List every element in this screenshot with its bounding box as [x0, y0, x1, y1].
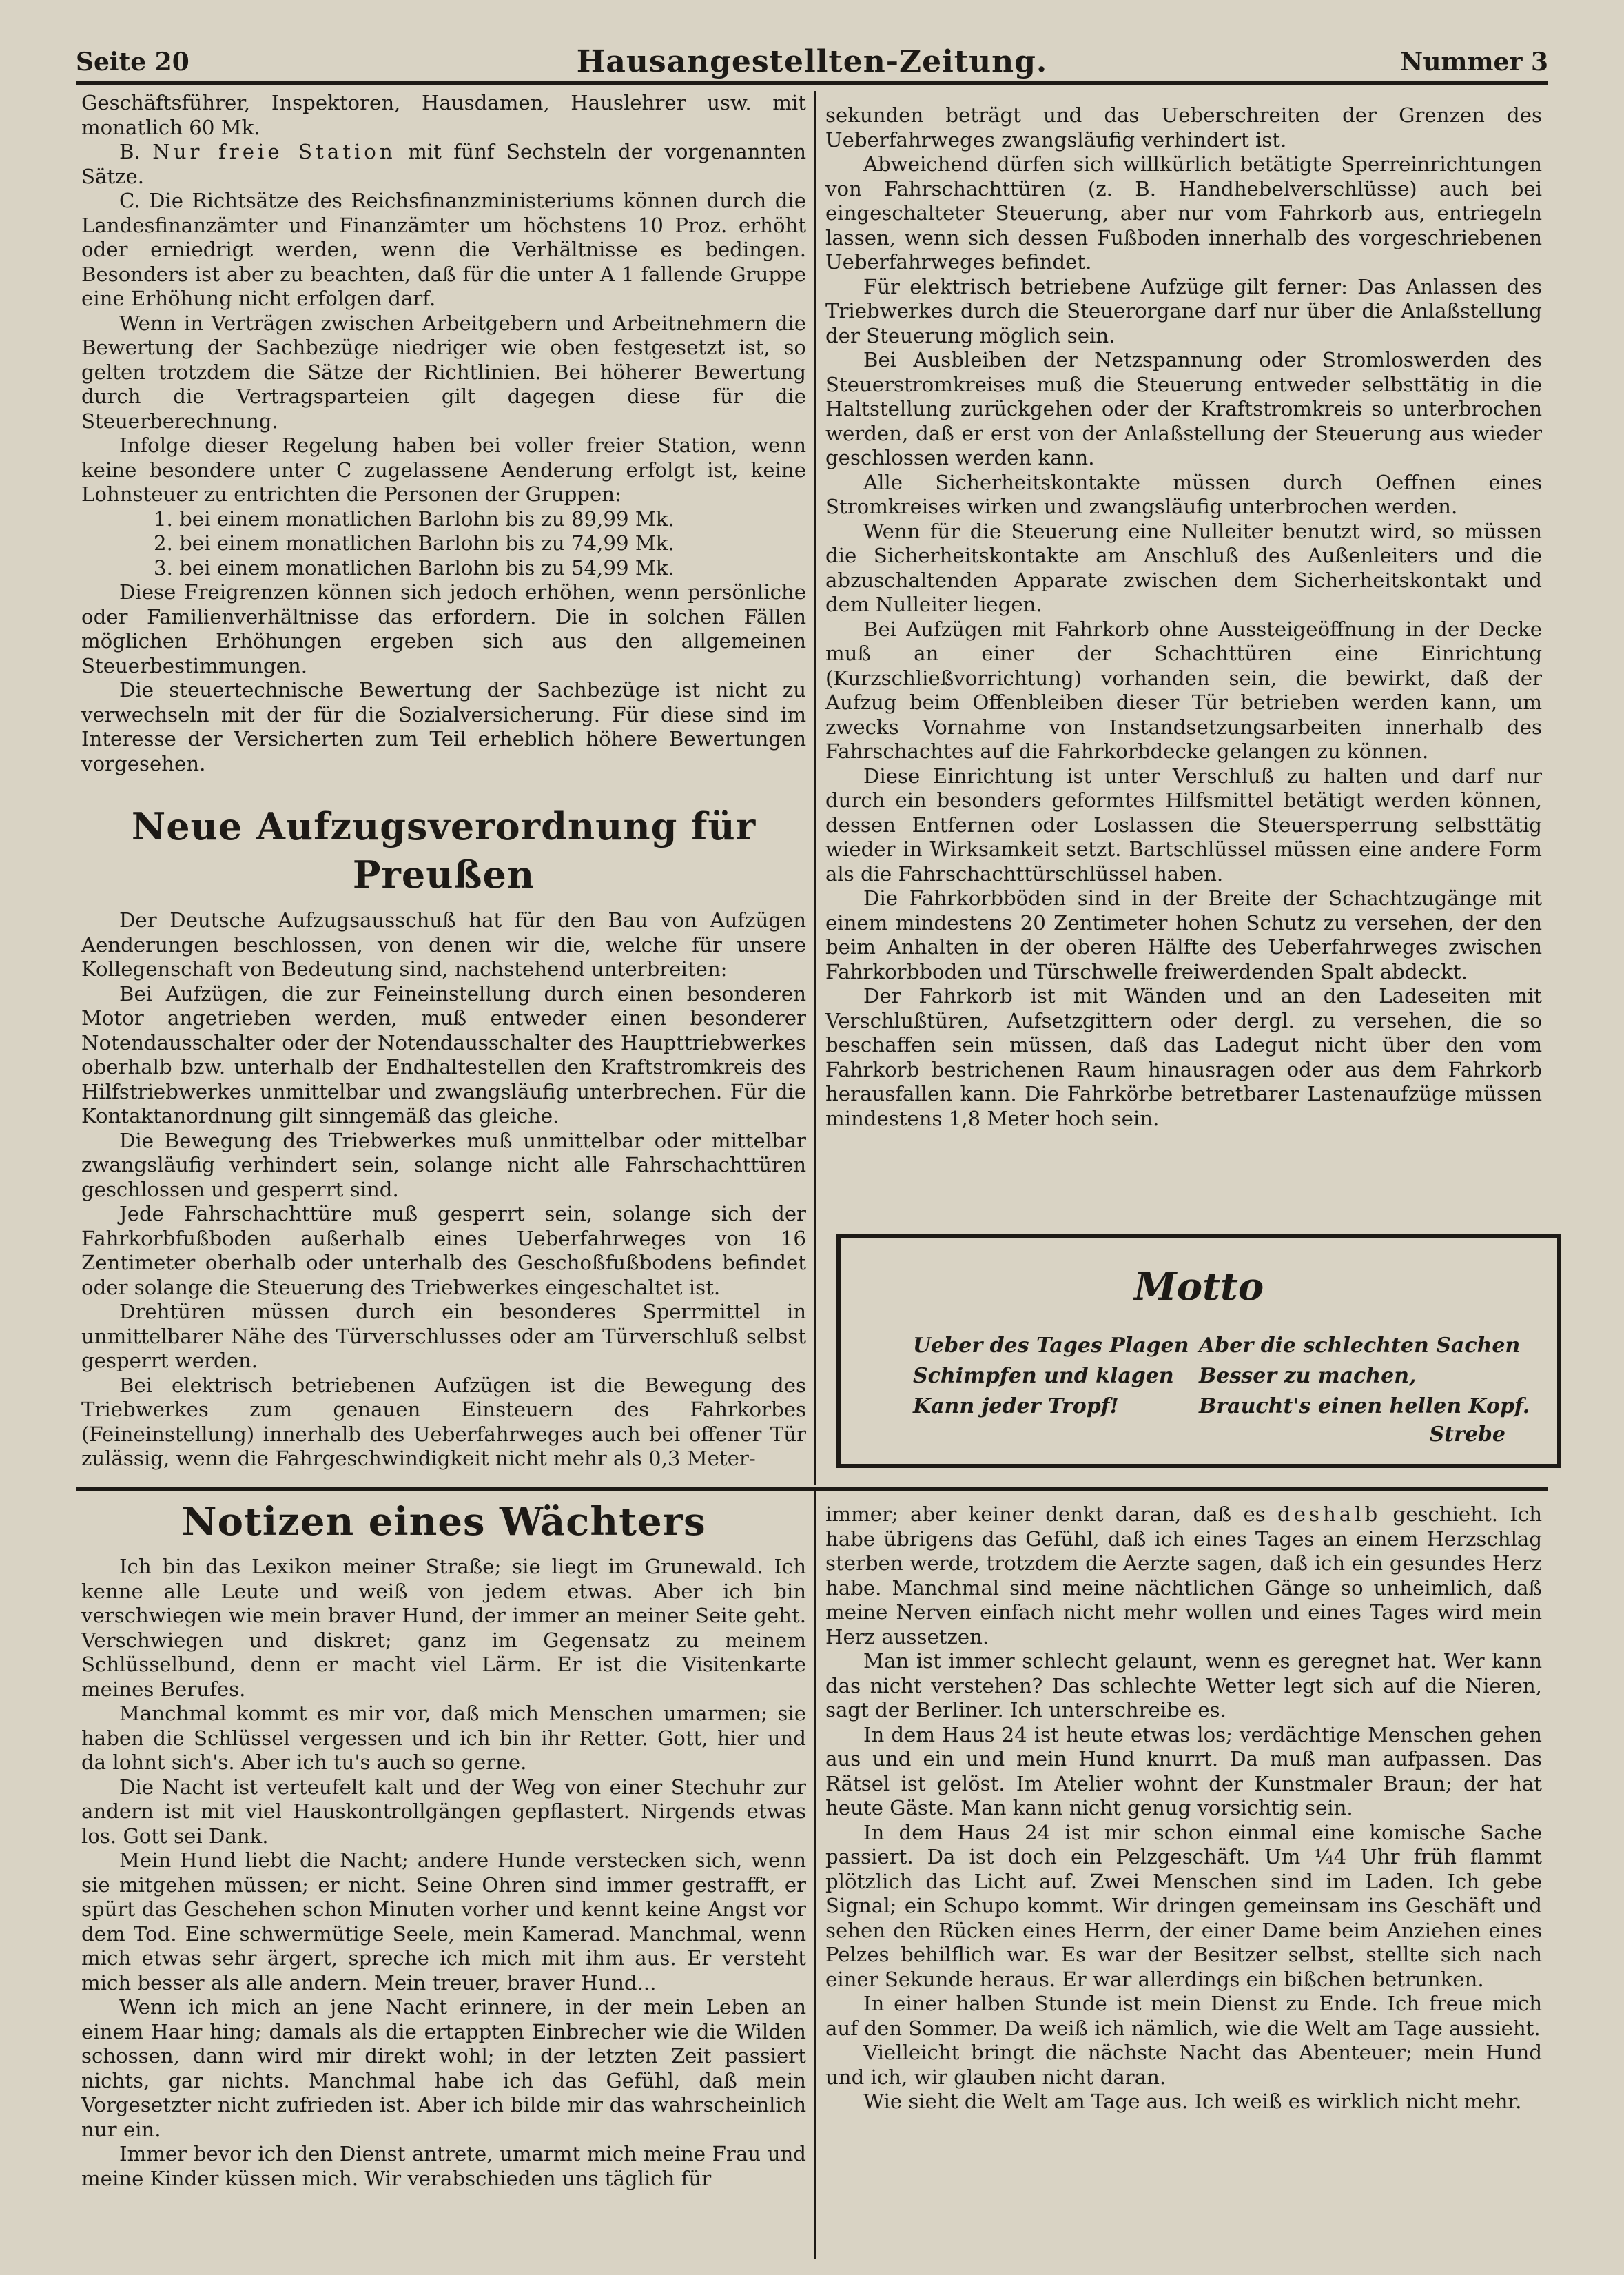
paragraph: Ich bin das Lexikon meiner Straße; sie liegt im Grunewald. Ich kenne alle Leute und weiß von jedem etwas. Aber ich bin verschwiegen wie mein braver Hund, der immer an meiner Seite geht. Verschwiegen und diskret; ganz im Gegensatz zu meinem Schlüsselbund, denn er macht viel Lärm. Er ist die Visitenkarte meines Berufes. [81, 1555, 806, 1701]
paragraph: Die Bewegung des Triebwerkes muß unmittelbar oder mittelbar zwangsläufig verhindert sein, solange nicht alle Fahrschachttüren geschlossen und gesperrt sind. [81, 1128, 806, 1201]
paragraph: In dem Haus 24 ist mir schon einmal eine komische Sache passiert. Da ist doch ein Pelzgeschäft. Um ¼4 Uhr früh flammt plötzlich das Licht auf. Zwei Menschen sind im Laden. Ich gebe Signal; ein Schupo kommt. Wir dringen gemeinsam ins Geschäft und sehen den Rücken eines Herrn, der einer Dame beim Anziehen eines Pelzes behilflich war. Es war der Besitzer selbst, stellte sich nach einer Sekunde heraus. Er war allerdings ein bißchen betrunken. [825, 1820, 1542, 1991]
paragraph [825, 1502, 1542, 1649]
paragraph: Wie sieht die Welt am Tage aus. Ich weiß es wirklich nicht mehr. [863, 2090, 1522, 2113]
paragraph: Für elektrisch betriebene Aufzüge gilt ferner: Das Anlassen des Triebwerkes durch die Steuerorgane darf nur über die Anlaßstellung der Steuerung möglich sein. [825, 274, 1542, 347]
paragraph-text: mit fünf Sechsteln der vorgenannten Sätze. [81, 140, 807, 188]
paragraph: Diese Einrichtung ist unter Verschluß zu halten und darf nur durch ein besonders geformtes Hilfsmittel betätigt werden können, dessen Entfernen oder Loslassen die Steuersperrung selbsttätig wieder in Wirksamkeit setzt. Bartschlüssel müssen eine andere Form als die Fahrschachttürschlüssel haben. [825, 764, 1542, 886]
paragraph: Der Fahrkorb ist mit Wänden und an den Ladeseiten mit Verschlußtüren, Aufsetzgittern oder dergl. zu versehen, die so beschaffen sein müssen, daß das Ladegut nicht über den vom Fahrkorb bestrichenen Raum hinausragen oder aus dem Fahrkorb herausfallen kann. Die Fahrkörbe betretbarer Lastenaufzüge müssen mindestens 1,8 Meter hoch sein. [825, 984, 1542, 1130]
paragraph: In dem Haus 24 ist heute etwas los; verdächtige Menschen gehen aus und ein und mein Hund knurrt. Da muß man aufpassen. Das Rätsel ist gelöst. Im Atelier wohnt der Kunstmaler Braun; der hat heute Gäste. Man kann nicht genug vorsichtig sein. [825, 1722, 1542, 1819]
section-rule [76, 1487, 1548, 1491]
right-column-top [825, 103, 1542, 1131]
paragraph: Man ist immer schlecht gelaunt, wenn es geregnet hat. Wer kann das nicht verstehen? Das schlechte Wetter legt sich auf die Nieren, sagt der Berliner. Ich unterschreibe es. [825, 1649, 1542, 1722]
paragraph: Alle Sicherheitskontakte müssen durch Oeffnen eines Stromkreises wirken und zwangsläufig unterbrochen werden. [825, 470, 1542, 518]
paragraph: Bei Aufzügen, die zur Feineinstellung durch einen besonderen Motor angetrieben werden, muß entweder einen besonderer Notendausschalter oder der Notendausschalter des Haupttriebwerkes oberhalb bzw. unterhalb der Endhaltestellen den Kraftstromkreis des Hilfstriebwerkes unmittelbar und zwangsläufig unterbrechen. Für die Kontaktanordnung gilt sinngemäß das gleiche. [81, 981, 806, 1128]
paragraph: Bei Aufzügen mit Fahrkorb ohne Aussteigeöffnung in der Decke muß an einer der Schachttüren eine Einrichtung (Kurzschließvorrichtung) vorhanden sein, die bewirkt, daß der Aufzug beim Offenbleiben dieser Tür betrieben werden kann, um zwecks Vornahme von Instandsetzungsarbeiten innerhalb des Fahrschachtes auf die Fahrkorbdecke gelangen zu können. [825, 617, 1542, 763]
list-item: 3. bei einem monatlichen Barlohn bis zu 54,99 Mk. [154, 555, 675, 580]
paragraph: Immer bevor ich den Dienst antrete, umarmt mich meine Frau und meine Kinder küssen mich. Wir verabschieden uns täglich für [81, 2142, 806, 2190]
paragraph-text: immer; aber keiner denkt daran, daß es [825, 1502, 1278, 1526]
paragraph: Drehtüren müssen durch ein besonderes Sperrmittel in unmittelbarer Nähe des Türverschlusses oder am Türverschluß selbst gesperrt werden. [81, 1300, 806, 1372]
spaced-emphasis: Nur freie Station [152, 140, 396, 163]
waechter-article-left [81, 1555, 806, 2191]
paragraph: Die Nacht ist verteufelt kalt und der Weg von einer Stechuhr zur andern ist mit viel Hauskontrollgängen gepflastert. Nirgends etwas los. Gott sei Dank. [81, 1775, 806, 1848]
motto-author: Strebe [1429, 1422, 1505, 1447]
paragraph: sekunden beträgt und das Ueberschreiten der Grenzen des Ueberfahrweges zwangsläufig verhindert ist. [825, 103, 1542, 152]
paragraph: Jede Fahrschachttüre muß gesperrt sein, solange sich der Fahrkorbfußboden außerhalb eines Ueberfahrweges von 16 Zentimeter oberhalb oder unterhalb des Geschoßfußbodens befindet oder solange die Steuerung des Triebwerkes eingeschaltet ist. [81, 1202, 806, 1299]
paragraph: Die Fahrkorbböden sind in der Breite der Schachtzugänge mit einem mindestens 20 Zentimeter hohen Schutz zu versehen, der den beim Anhalten in der oberen Hälfte des Ueberfahrweges zwischen Fahrkorbboden und Türschwelle freiwerdenden Spalt abdeckt. [825, 886, 1542, 983]
article-title-aufzug: Neue Aufzugsverordnung für Preußen [131, 804, 757, 897]
motto-line: Aber die schlechten Sachen [1199, 1334, 1521, 1358]
waechter-article-right [825, 1502, 1542, 2114]
tax-continuation [81, 91, 806, 507]
paragraph-text: geschieht. Ich habe übrigens das Gefühl, daß ich eines Tages an einem Herzschlag sterben werde, trotzdem die Aerzte sagen, daß ich ein gesundes Herz habe. Manchmal sind meine nächtlichen Gänge so unheimlich, daß meine Nerven einfach nicht mehr wollen und eines Tages wird mein Herz aussetzen. [825, 1502, 1542, 1649]
motto-right-verse [1199, 1331, 1530, 1422]
paragraph: Infolge dieser Regelung haben bei voller freier Station, wenn keine besondere unter C zugelassene Aenderung erfolgt ist, keine Lohnsteuer zu entrichten die Personen der Gruppen: [81, 433, 806, 506]
header-rule [76, 81, 1548, 85]
motto-line: Kann jeder Tropf! [913, 1394, 1119, 1418]
list-item: 2. bei einem monatlichen Barlohn bis zu 74,99 Mk. [154, 531, 675, 555]
paragraph: Die steuertechnische Bewertung der Sachbezüge ist nicht zu verwechseln mit der für die Sozialversicherung. Für diese sind im Interesse der Versicherten zum Teil erheblich höhere Bewertungen vorgesehen. [81, 678, 806, 775]
paragraph: C. Die Richtsätze des Reichsfinanzministeriums können durch die Landesfinanzämter und Finanzämter um höchstens 10 Proz. erhöht oder erniedrigt werden, wenn die Verhältnisse es bedingen. Besonders ist aber zu beachten, daß für die unter A 1 fallende Gruppe eine Erhöhung nicht erfolgen darf. [81, 189, 806, 310]
page-header [76, 41, 1548, 83]
paragraph: Wenn in Verträgen zwischen Arbeitgebern und Arbeitnehmern die Bewertung der Sachbezüge niedriger wie oben festgesetzt ist, so gelten trotzdem die Sätze der Richtlinien. Bei höherer Bewertung durch die Vertragsparteien gilt dagegen diese für die Steuerberechnung. [81, 311, 806, 433]
aufzug-article-left [81, 908, 806, 1471]
left-column-bottom [81, 1496, 806, 2191]
tax-exemption-list [81, 507, 806, 581]
paragraph: In einer halben Stunde ist mein Dienst zu Ende. Ich freue mich auf den Sommer. Da weiß ich nämlich, wie die Welt am Tage aussieht. [825, 1992, 1542, 2040]
paragraph: Mein Hund liebt die Nacht; andere Hunde verstecken sich, wenn sie mitgehen müssen; er nicht. Seine Ohren sind immer gestrafft, er spürt das Geschehen schon Minuten vorher und kennt keine Angst vor dem Tod. Eine schwermütige Seele, mein Kamerad. Manchmal, wenn mich etwas sehr ärgert, spreche ich mich mit ihm aus. Er versteht mich besser als alle andern. Mein treuer, braver Hund... [81, 1848, 806, 1995]
paragraph [81, 140, 806, 189]
spaced-emphasis: deshalb [1277, 1502, 1381, 1526]
motto-box [836, 1234, 1561, 1468]
motto-left-verse [913, 1331, 1189, 1422]
right-column-bottom [825, 1502, 1542, 2114]
issue-number: Nummer 3 [1400, 48, 1548, 76]
paragraph: Diese Freigrenzen können sich jedoch erhöhen, wenn persönliche oder Familienverhältnisse das erfordern. Die in solchen Fällen möglichen Erhöhungen ergeben sich aus den allgemeinen Steuerbestimmungen. [81, 580, 806, 677]
paragraph: Vielleicht bringt die nächste Nacht das Abenteuer; mein Hund und ich, wir glauben nicht daran. [825, 2041, 1542, 2089]
aufzug-article-right [825, 103, 1542, 1131]
paragraph: Wenn für die Steuerung eine Nulleiter benutzt wird, so müssen die Sicherheitskontakte am Anschluß des Außenleiters und die abzuschaltenden Apparate zwischen dem Sicherheitskontakt und dem Nulleiter liegen. [825, 519, 1542, 616]
left-column-top [81, 91, 806, 1471]
paragraph: Der Deutsche Aufzugsausschuß hat für den Bau von Aufzügen Aenderungen beschlossen, von denen wir die, welche für unsere Kollegenschaft von Bedeutung sind, nachstehend unterbreiten: [81, 908, 806, 981]
motto-line: Braucht's einen hellen Kopf. [1199, 1394, 1530, 1418]
column-divider-bottom [814, 1491, 816, 2259]
column-divider-top [814, 91, 816, 1485]
list-item: 1. bei einem monatlichen Barlohn bis zu 89,99 Mk. [154, 507, 675, 531]
motto-line: Schimpfen und klagen [913, 1364, 1174, 1388]
motto-line: Besser zu machen, [1199, 1364, 1417, 1388]
motto-line: Ueber des Tages Plagen [913, 1334, 1189, 1358]
paragraph-text: B. [119, 140, 153, 163]
newspaper-title: Hausangestellten-Zeitung. [576, 44, 1048, 79]
paragraph: Bei elektrisch betriebenen Aufzügen ist die Bewegung des Triebwerkes zum genauen Einsteuern des Fahrkorbes (Feineinstellung) innerhalb des Ueberfahrweges auch bei offener Tür zulässig, wenn die Fahrgeschwindigkeit nicht mehr als 0,3 Meter- [81, 1373, 806, 1470]
paragraph: Geschäftsführer, Inspektoren, Hausdamen, Hauslehrer usw. mit monatlich 60 Mk. [81, 91, 806, 139]
paragraph: Wenn ich mich an jene Nacht erinnere, in der mein Leben an einem Haar hing; damals als die ertappten Einbrecher wie die Wilden schossen, dann wird mir direkt wohl; in der letzten Zeit passiert nichts, gar nichts. Manchmal habe ich das Gefühl, daß mein Vorgesetzter nicht zufrieden ist. Aber ich bilde mir das wahrscheinlich nur ein. [81, 1995, 806, 2141]
paragraph: Abweichend dürfen sich willkürlich betätigte Sperreinrichtungen von Fahrschachttüren (z. B. Handhebelverschlüsse) auch bei eingeschalteter Steuerung, aber nur vom Fahrkorb aus, entriegeln lassen, wenn sich dessen Fußboden innerhalb des vorgeschriebenen Ueberfahrweges befindet. [825, 152, 1542, 274]
page-number: Seite 20 [76, 48, 189, 76]
article-title-waechter: Notizen eines Wächters [181, 1499, 706, 1544]
paragraph: Bei Ausbleiben der Netzspannung oder Stromloswerden des Steuerstromkreises muß die Steuerung entweder selbsttätig in die Haltstellung zurückgehen oder der Kraftstromkreis so unterbrochen werden, daß er erst von der Anlaßstellung der Steuerung aus wieder geschlossen werden kann. [825, 348, 1542, 469]
motto-title: Motto [1133, 1264, 1264, 1309]
paragraph: Manchmal kommt es mir vor, daß mich Menschen umarmen; sie haben die Schlüssel vergessen und ich bin ihr Retter. Gott, hier und da lohnt sich's. Aber ich tu's auch so gerne. [81, 1702, 806, 1774]
tax-notes [81, 580, 806, 776]
